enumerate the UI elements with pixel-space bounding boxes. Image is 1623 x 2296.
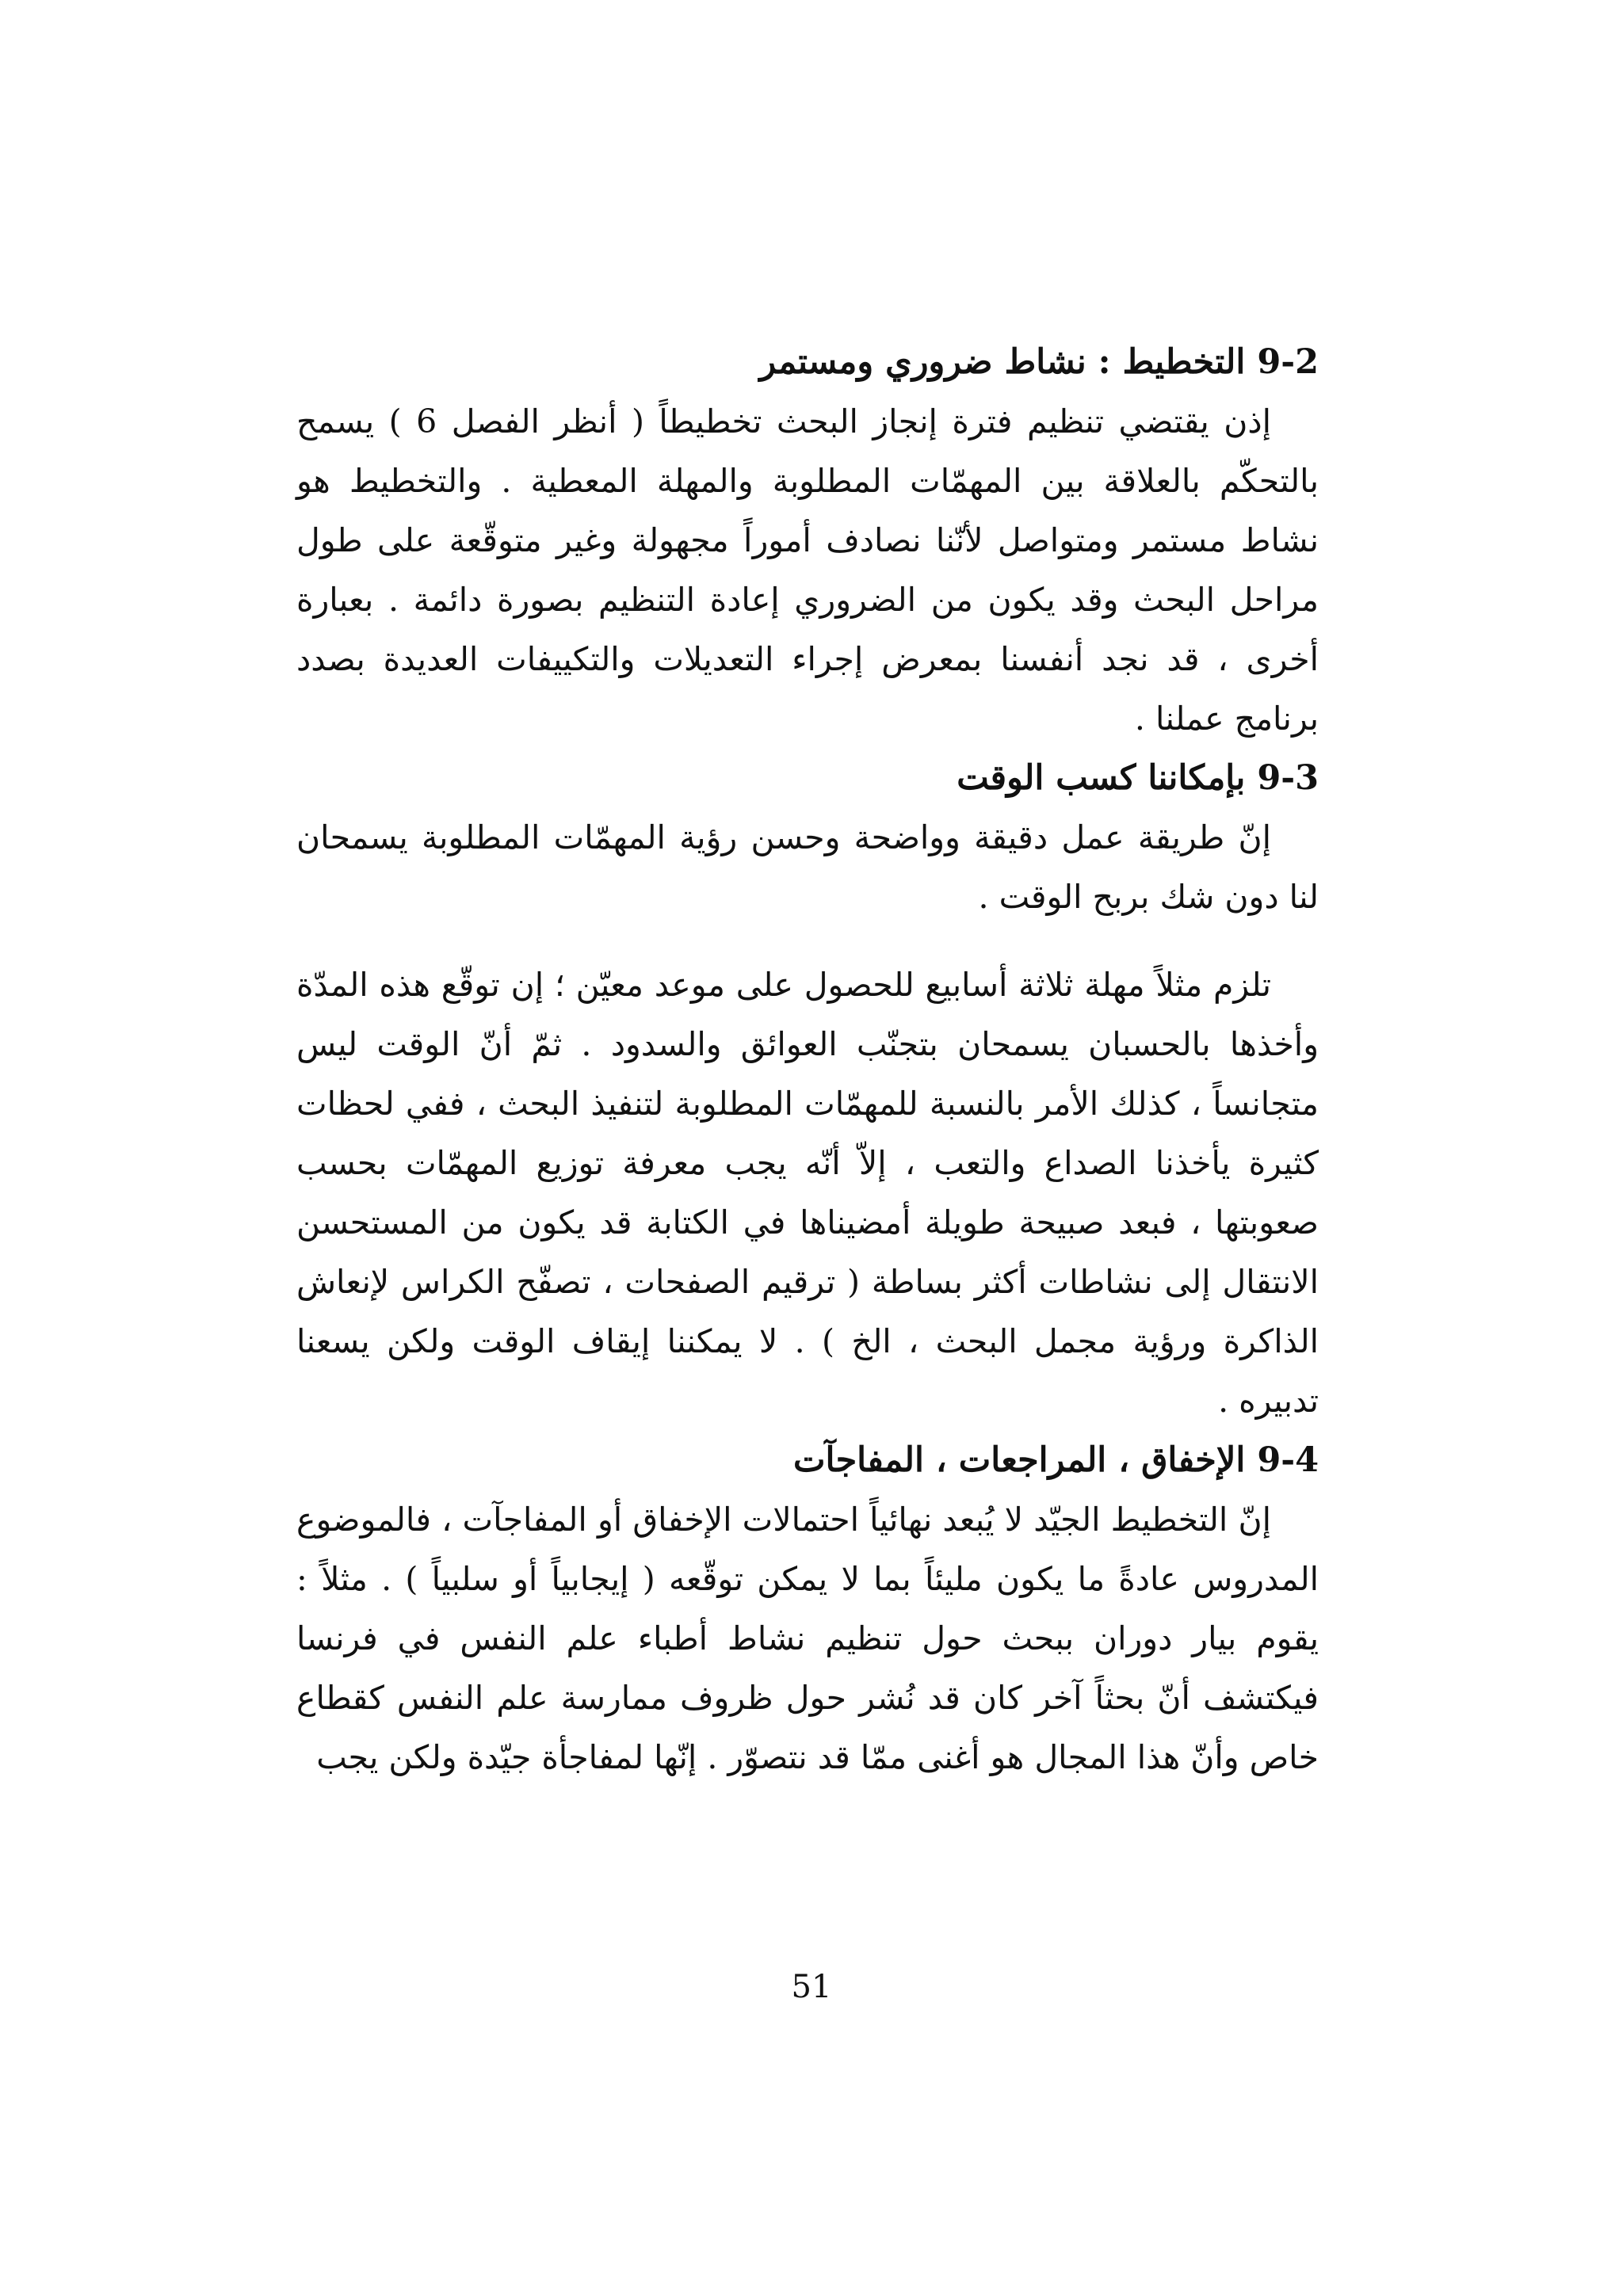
page-number: 51 xyxy=(791,1969,832,2005)
paragraph-9-4-1: إنّ التخطيط الجيّد لا يُبعد نهائياً احتمالات الإخفاق أو المفاجآت ، فالموضوع المدروس عادةً ما يكون مليئاً بما لا يمكن توقّعه ( إيجابياً أو سلبياً ) . مثلاً : يقوم بيار دوران ببحث حول تنظيم نشاط أطباء علم النفس في فرنسا فيكتشف أنّ بحثاً آخر كان قد نُشر حول ظروف ممارسة علم النفس كقطاع خاص وأنّ هذا المجال هو أغنى ممّا قد نتصوّر . إنّها لمفاجأة جيّدة ولكن يجب xyxy=(296,1501,1319,1776)
paragraph-9-3-2: تلزم مثلاً مهلة ثلاثة أسابيع للحصول على موعد معيّن ؛ إن توقّع هذه المدّة وأخذها بالحسبان يسمحان بتجنّب العوائق والسدود . ثمّ أنّ الوقت ليس متجانساً ، كذلك الأمر بالنسبة للمهمّات المطلوبة لتنفيذ البحث ، ففي لحظات كثيرة يأخذنا الصداع والتعب ، إلاّ أنّه يجب معرفة توزيع المهمّات بحسب صعوبتها ، فبعد صبيحة طويلة أمضيناها في الكتابة قد يكون من المستحسن الانتقال إلى نشاطات أكثر بساطة ( ترقيم الصفحات ، تصفّح الكراس لإنعاش الذاكرة ورؤية مجمل البحث ، الخ ) . لا يمكننا إيقاف الوقت ولكن يسعنا تدبيره . xyxy=(296,966,1319,1420)
paragraph-9-3-1: إنّ طريقة عمل دقيقة وواضحة وحسن رؤية المهمّات المطلوبة يسمحان لنا دون شك بربح الوقت . xyxy=(296,818,1319,916)
section-heading-9-2: 9-2 التخطيط : نشاط ضروري ومستمر xyxy=(759,342,1319,382)
section-heading-9-4: 9-4 الإخفاق ، المراجعات ، المفاجآت xyxy=(793,1440,1319,1480)
section-heading-9-3: 9-3 بإمكاننا كسب الوقت xyxy=(957,758,1319,798)
paragraph-9-2-1: إذن يقتضي تنظيم فترة إنجاز البحث تخطيطاً ( أنظر الفصل 6 ) يسمح بالتحكّم بالعلاقة بين المهمّات المطلوبة والمهلة المعطية . والتخطيط هو نشاط مستمر ومتواصل لأنّنا نصادف أموراً مجهولة وغير متوقّعة على طول مراحل البحث وقد يكون من الضروري إعادة التنظيم بصورة دائمة . بعبارة أخرى ، قد نجد أنفسنا بمعرض إجراء التعديلات والتكييفات العديدة بصدد برنامج عملنا . xyxy=(296,402,1319,738)
body-text xyxy=(296,333,1319,1787)
